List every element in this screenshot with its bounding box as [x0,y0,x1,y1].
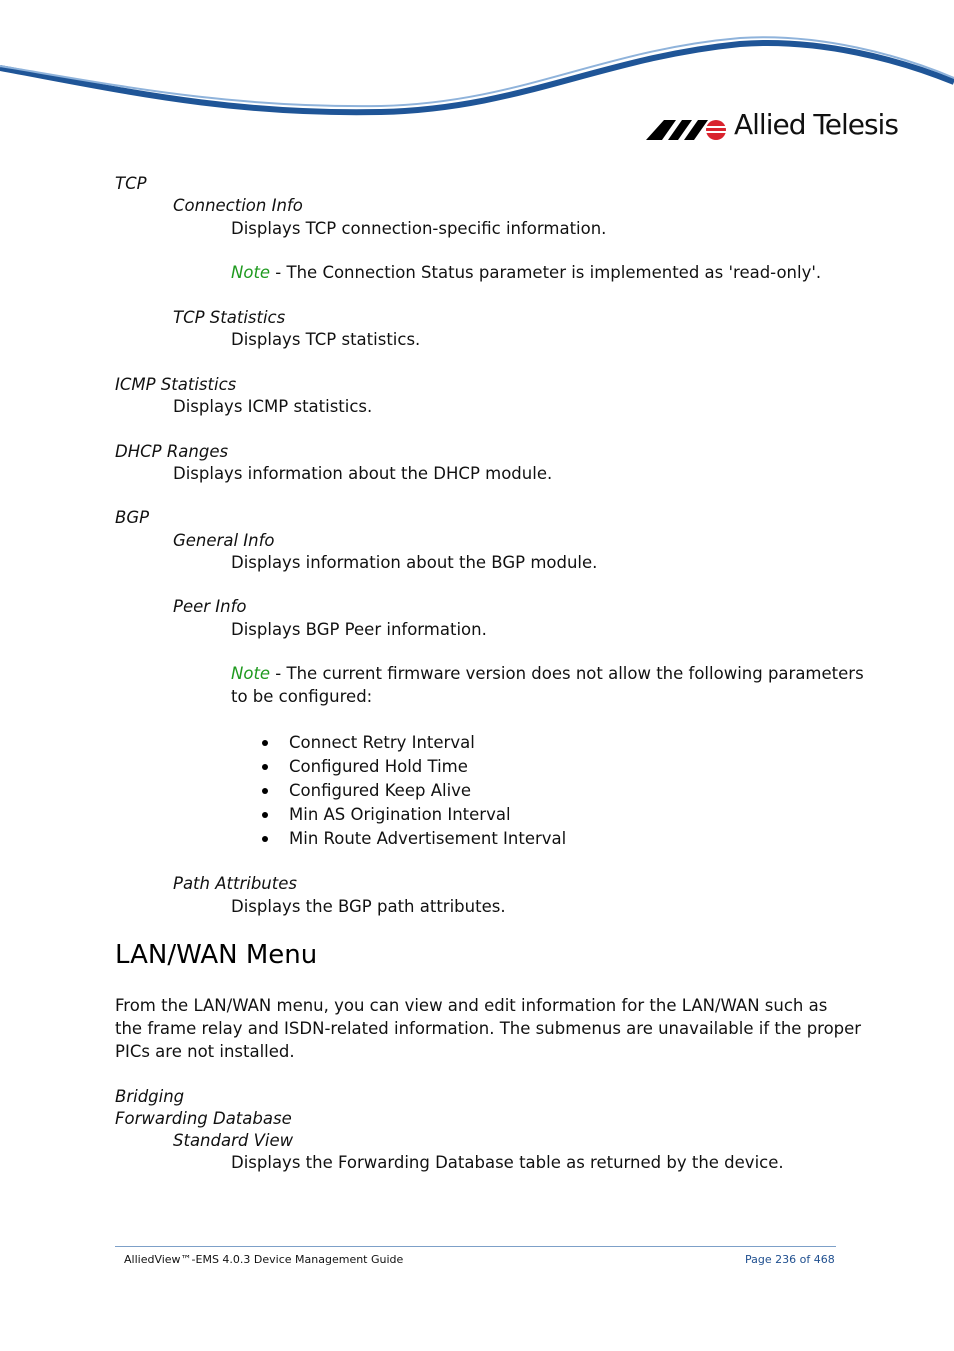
tcp-statistics-title: TCP Statistics [173,308,286,327]
dhcp-ranges-title: DHCP Ranges [115,442,229,461]
forwarding-database-title: Forwarding Database [115,1109,292,1128]
note-label: Note [231,263,271,282]
lanwan-paragraph-line2: the frame relay and ISDN-related information. The submenus are unavailable if the proper [115,1019,862,1038]
footer-rule [115,1246,836,1247]
connection-info-note [231,263,821,282]
list-item: Min AS Origination Interval [289,805,511,824]
list-item: Configured Hold Time [289,757,468,776]
bgp-title: BGP [115,508,150,527]
list-item: Configured Keep Alive [289,781,472,800]
footer-title: AlliedView™-EMS 4.0.3 Device Management Guide [124,1253,404,1266]
connection-info-desc: Displays TCP connection-specific information. [231,219,607,238]
peer-info-note [231,664,864,683]
standard-view-desc: Displays the Forwarding Database table as returned by the device. [231,1153,784,1172]
standard-view-title: Standard View [173,1131,294,1150]
bullet-icon [262,740,268,746]
tcp-statistics-desc: Displays TCP statistics. [231,330,421,349]
icmp-statistics-desc: Displays ICMP statistics. [173,397,373,416]
brand-logo [646,108,906,148]
brand-name: Allied Telesis [734,108,898,141]
bullet-icon [262,788,268,794]
dhcp-ranges-desc: Displays information about the DHCP module. [173,464,553,483]
footer-page-number: Page 236 of 468 [745,1253,835,1266]
lanwan-paragraph-line3: PICs are not installed. [115,1042,295,1061]
peer-info-note-line2: to be configured: [231,687,373,706]
lanwan-paragraph-line1: From the LAN/WAN menu, you can view and edit information for the LAN/WAN such as [115,996,828,1015]
path-attributes-title: Path Attributes [173,874,297,893]
note-text: - The Connection Status parameter is implemented as 'read-only'. [270,263,822,282]
icmp-statistics-title: ICMP Statistics [115,375,237,394]
list-item: Min Route Advertisement Interval [289,829,567,848]
allied-telesis-mark-icon [646,114,730,146]
bridging-title: Bridging [115,1087,185,1106]
note-text-line1: - The current firmware version does not allow the following parameters [270,664,864,683]
lanwan-heading: LAN/WAN Menu [115,940,318,970]
bullet-icon [262,764,268,770]
bullet-icon [262,812,268,818]
tcp-title: TCP [115,174,147,193]
note-label: Note [231,664,271,683]
connection-info-title: Connection Info [173,196,303,215]
peer-info-title: Peer Info [173,597,247,616]
path-attributes-desc: Displays the BGP path attributes. [231,897,506,916]
peer-info-desc: Displays BGP Peer information. [231,620,487,639]
list-item: Connect Retry Interval [289,733,475,752]
general-info-desc: Displays information about the BGP module. [231,553,598,572]
general-info-title: General Info [173,531,275,550]
bullet-icon [262,836,268,842]
